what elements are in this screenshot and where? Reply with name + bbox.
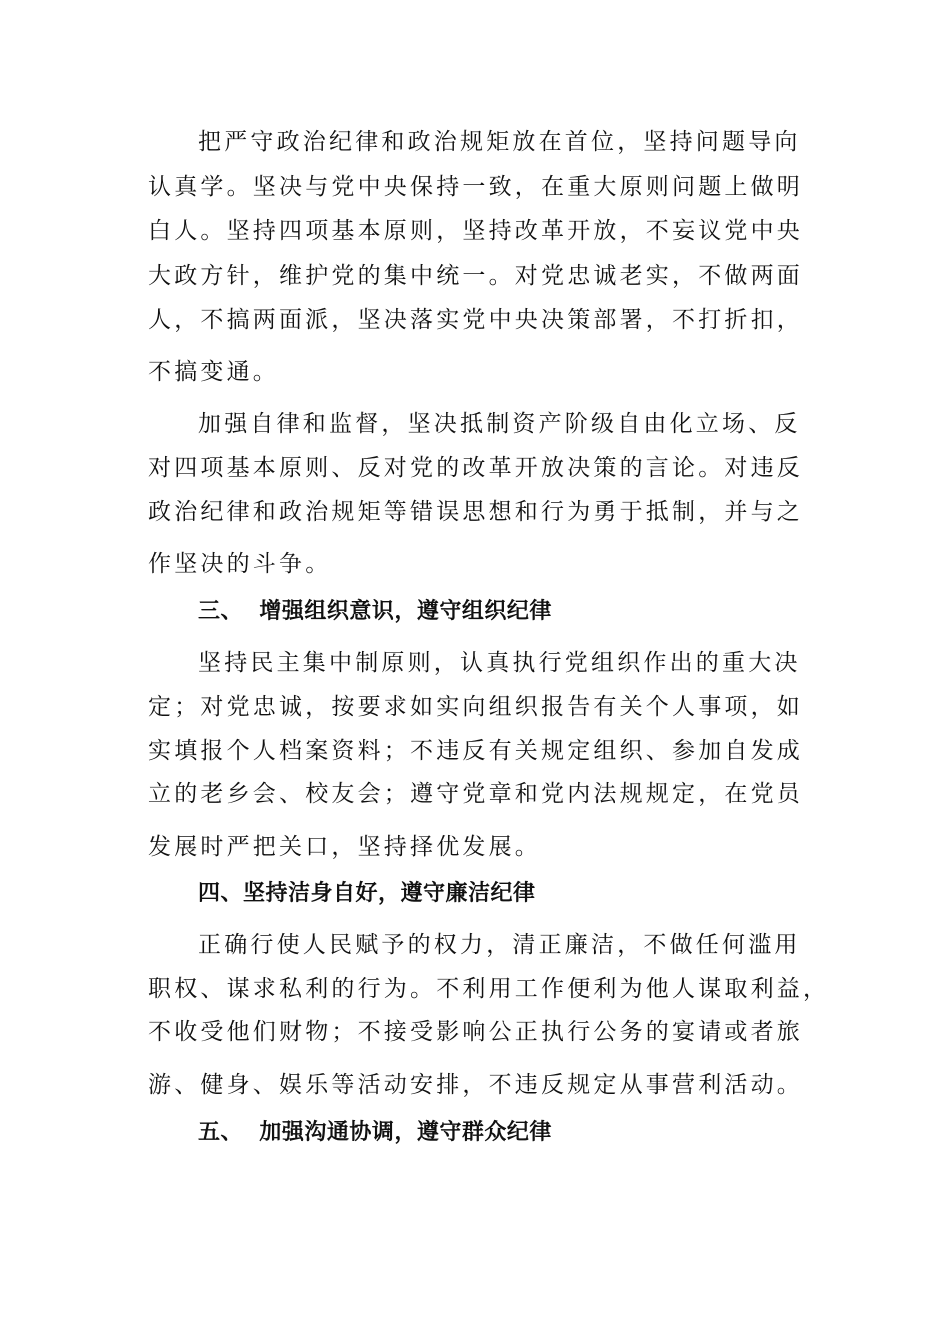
paragraph-3-line-3: 实填报个人档案资料；不违反有关规定组织、参加自发成	[148, 738, 803, 764]
paragraph-4-line-1: 正确行使人民赋予的权力，清正廉洁，不做任何滥用	[198, 932, 801, 958]
paragraph-4-line-3: 不收受他们财物；不接受影响公正执行公务的宴请或者旅	[148, 1019, 803, 1045]
paragraph-1-line-6: 不搞变通。	[148, 359, 279, 385]
paragraph-4-line-2: 职权、谋求私利的行为。不利用工作便利为他人谋取利益，	[148, 976, 830, 1002]
paragraph-1-line-3: 白人。坚持四项基本原则，坚持改革开放，不妄议党中央	[148, 218, 803, 244]
paragraph-2-line-3: 政治纪律和政治规矩等错误思想和行为勇于抵制，并与之	[148, 499, 803, 525]
paragraph-3-line-2: 定；对党忠诚，按要求如实向组织报告有关个人事项，如	[148, 694, 803, 720]
section-heading-3: 三、 增强组织意识，遵守组织纪律	[198, 599, 552, 624]
paragraph-2-line-2: 对四项基本原则、反对党的改革开放决策的言论。对违反	[148, 455, 803, 481]
paragraph-3-line-5: 发展时严把关口，坚持择优发展。	[148, 834, 541, 860]
paragraph-1-line-1: 把严守政治纪律和政治规矩放在首位，坚持问题导向	[198, 129, 801, 155]
section-heading-4: 四、坚持洁身自好，遵守廉洁纪律	[198, 881, 536, 906]
paragraph-1-line-2: 认真学。坚决与党中央保持一致，在重大原则问题上做明	[148, 174, 803, 200]
paragraph-4-line-4: 游、健身、娱乐等活动安排，不违反规定从事营利活动。	[148, 1072, 803, 1098]
paragraph-1-line-4: 大政方针，维护党的集中统一。对党忠诚老实，不做两面	[148, 263, 803, 289]
paragraph-2-line-4: 作坚决的斗争。	[148, 551, 332, 577]
section-heading-5: 五、 加强沟通协调，遵守群众纪律	[198, 1120, 552, 1145]
paragraph-2-line-1: 加强自律和监督，坚决抵制资产阶级自由化立场、反	[198, 411, 801, 437]
paragraph-3-line-4: 立的老乡会、校友会；遵守党章和党内法规规定，在党员	[148, 781, 803, 807]
paragraph-1-line-5: 人，不搞两面派，坚决落实党中央决策部署，不打折扣，	[148, 307, 803, 333]
paragraph-3-line-1: 坚持民主集中制原则，认真执行党组织作出的重大决	[198, 650, 801, 676]
